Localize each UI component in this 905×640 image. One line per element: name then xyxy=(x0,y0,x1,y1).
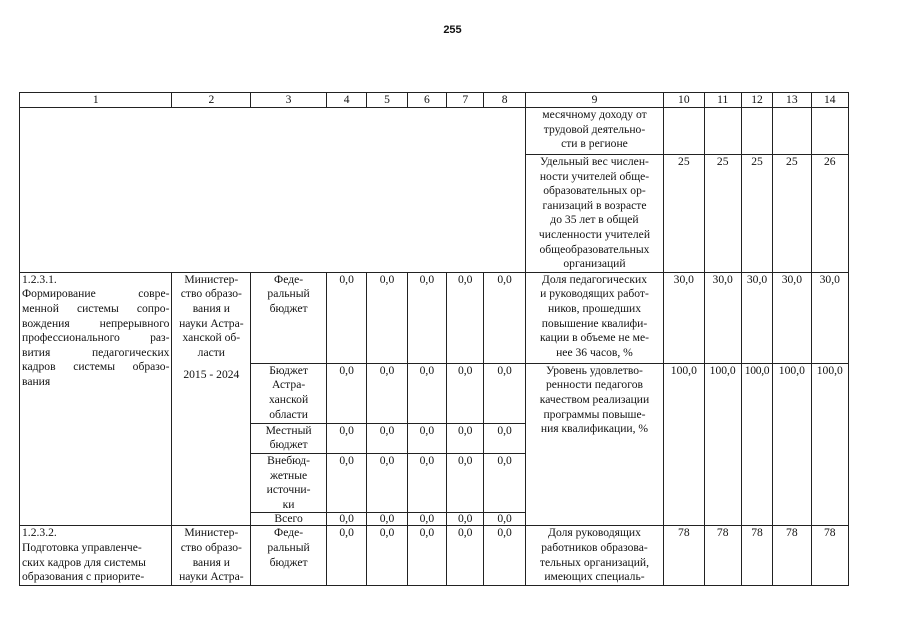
value-cell: 0,0 xyxy=(407,453,446,512)
source-cell: Феде- ральный бюджет xyxy=(251,272,327,363)
value-cell: 0,0 xyxy=(407,423,446,453)
value-cell: 30,0 xyxy=(704,272,741,363)
source-cell: Внебюд- жетные источни- ки xyxy=(251,453,327,512)
table-row xyxy=(20,108,849,155)
value-cell: 25 xyxy=(704,155,741,273)
indicator-cell: Удельный вес числен- ности учителей обще- образовательных ор- ганизаций в возрасте до 35 лет в общей численности учителей общеобразовательных организаций xyxy=(525,155,663,273)
header-row xyxy=(20,93,849,108)
value-cell: 0,0 xyxy=(484,363,525,423)
value-cell: 78 xyxy=(811,526,848,586)
header-cell: 10 xyxy=(664,93,704,108)
value-cell: 30,0 xyxy=(664,272,704,363)
value-cell: 0,0 xyxy=(407,513,446,526)
empty-cell xyxy=(20,108,526,273)
value-cell: 0,0 xyxy=(367,363,407,423)
value-cell: 0,0 xyxy=(367,453,407,512)
value-cell: 0,0 xyxy=(326,526,366,586)
value-cell: 0,0 xyxy=(367,513,407,526)
value-cell: 0,0 xyxy=(326,513,366,526)
header-cell: 4 xyxy=(326,93,366,108)
value-cell: 0,0 xyxy=(447,423,484,453)
value-cell: 0,0 xyxy=(447,513,484,526)
value-cell: 0,0 xyxy=(484,513,525,526)
indicator-cell: Доля педагогических и руководящих работ- ников, прошедших повышение квалифи- кации в объеме не ме- нее 36 часов, % xyxy=(525,272,663,363)
value-cell: 0,0 xyxy=(326,363,366,423)
measure-cell: 1.2.3.1. Формирование совре- менной системы сопро- вождения непрерывного профессионального раз- вития педагогических кадров системы образо- вания xyxy=(20,272,172,526)
value-cell: 78 xyxy=(664,526,704,586)
value-cell: 0,0 xyxy=(447,272,484,363)
value-cell: 0,0 xyxy=(326,453,366,512)
value-cell: 0,0 xyxy=(407,272,446,363)
value-cell: 0,0 xyxy=(484,453,525,512)
value-cell: 0,0 xyxy=(407,526,446,586)
value-cell: 100,0 xyxy=(704,363,741,526)
period-label: 2015 - 2024 xyxy=(183,368,240,382)
header-cell: 3 xyxy=(251,93,327,108)
value-cell: 0,0 xyxy=(484,526,525,586)
header-cell: 5 xyxy=(367,93,407,108)
header-cell: 8 xyxy=(484,93,525,108)
value-cell: 0,0 xyxy=(447,363,484,423)
value-cell: 0,0 xyxy=(484,423,525,453)
value-cell: 100,0 xyxy=(773,363,811,526)
header-cell: 13 xyxy=(773,93,811,108)
program-measures-table xyxy=(19,92,849,586)
indicator-cell: Доля руководящих работников образова- тельных организаций, имеющих специаль- xyxy=(525,526,663,586)
value-cell: 30,0 xyxy=(741,272,772,363)
value-cell: 0,0 xyxy=(326,272,366,363)
value-cell: 100,0 xyxy=(664,363,704,526)
header-cell: 6 xyxy=(407,93,446,108)
value-cell: 0,0 xyxy=(367,272,407,363)
value-cell: 0,0 xyxy=(447,526,484,586)
responsible-cell: Министер- ство образо- вания и науки Астра- xyxy=(172,526,251,586)
value-cell: 0,0 xyxy=(447,453,484,512)
header-cell: 12 xyxy=(741,93,772,108)
header-cell: 11 xyxy=(704,93,741,108)
header-cell: 9 xyxy=(525,93,663,108)
source-cell: Местный бюджет xyxy=(251,423,327,453)
indicator-cell: месячному доходу от трудовой деятельно- сти в регионе xyxy=(525,108,663,155)
value-cell: 0,0 xyxy=(367,423,407,453)
value-cell: 30,0 xyxy=(811,272,848,363)
value-cell: 100,0 xyxy=(741,363,772,526)
source-cell: Феде- ральный бюджет xyxy=(251,526,327,586)
value-cell: 78 xyxy=(773,526,811,586)
value-cell: 78 xyxy=(704,526,741,586)
header-cell: 7 xyxy=(447,93,484,108)
value-cell: 0,0 xyxy=(407,363,446,423)
measure-cell: 1.2.3.2. Подготовка управленче- ских кадров для системы образования с приорите- xyxy=(20,526,172,586)
value-cell: 25 xyxy=(664,155,704,273)
indicator-cell: Уровень удовлетво- ренности педагогов качеством реализации программы повыше- ния квалификации, % xyxy=(525,363,663,526)
table-row xyxy=(20,526,849,586)
value-cell: 25 xyxy=(773,155,811,273)
value-cell: 100,0 xyxy=(811,363,848,526)
value-cell: 0,0 xyxy=(367,526,407,586)
header-cell: 14 xyxy=(811,93,848,108)
value-cell: 0,0 xyxy=(484,272,525,363)
header-cell: 2 xyxy=(172,93,251,108)
page-number: 255 xyxy=(443,24,462,36)
value-cell: 0,0 xyxy=(326,423,366,453)
table-row xyxy=(20,272,849,363)
value-cell: 30,0 xyxy=(773,272,811,363)
value-cell: 78 xyxy=(741,526,772,586)
source-cell: Всего xyxy=(251,513,327,526)
value-cell: 26 xyxy=(811,155,848,273)
value-cell: 25 xyxy=(741,155,772,273)
responsible-cell: Министер- ство образо- вания и науки Астра- ханской об- ласти 2015 - 2024 xyxy=(172,272,251,526)
header-cell: 1 xyxy=(20,93,172,108)
source-cell: Бюджет Астра- ханской области xyxy=(251,363,327,423)
